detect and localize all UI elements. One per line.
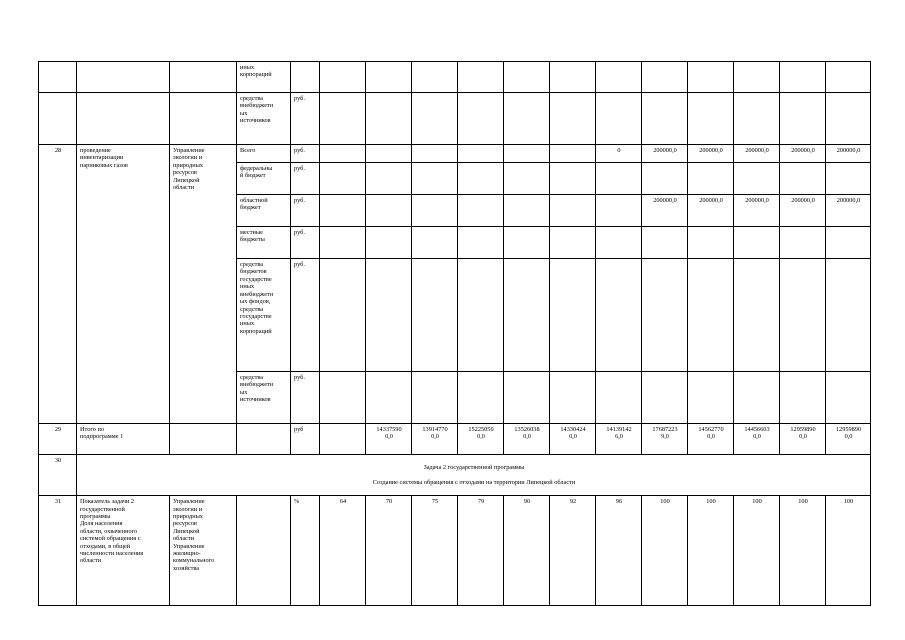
value-cell: 14337590 0,0: [366, 424, 412, 455]
value-cell: 14562770 0,0: [688, 424, 734, 455]
executor-cell: [170, 62, 237, 93]
value-cell: 100: [734, 496, 780, 606]
task-title: Задача 2 государственной программы: [423, 464, 525, 472]
value-cell: 200000,0: [688, 145, 734, 163]
source-cell: средства бюджетов государстве нных внебюджетн ых фондов, средства государстве нных корпораций: [237, 259, 291, 372]
name-cell: [77, 62, 170, 93]
value-cell: 15225050 0,0: [458, 424, 504, 455]
unit-cell: %: [291, 496, 320, 606]
unit-cell: руб.: [291, 372, 320, 424]
value-cell: 12959890 0,0: [780, 424, 826, 455]
unit-cell: руб: [291, 424, 320, 455]
row-number: 28: [39, 145, 77, 424]
source-cell: Всего: [237, 145, 291, 163]
value-cell: 79: [458, 496, 504, 606]
value-cell: 92: [550, 496, 596, 606]
source-cell: местные бюджеты: [237, 227, 291, 259]
value-cell: 14330424 0,0: [550, 424, 596, 455]
unit-cell: руб.: [291, 195, 320, 227]
budget-table: [38, 61, 871, 606]
num-cell: [39, 62, 77, 93]
row-number: 29: [39, 424, 77, 455]
value-cell: 200000,0: [780, 195, 826, 227]
source-cell: иных корпораций: [237, 62, 291, 93]
value-cell: 0: [596, 145, 642, 163]
source-cell: федеральны й бюджет: [237, 163, 291, 195]
value-cell: 12959890 0,0: [826, 424, 871, 455]
value-cell: 100: [780, 496, 826, 606]
value-cell: 200000,0: [642, 195, 688, 227]
source-cell: областной бюджет: [237, 195, 291, 227]
row-number: 30: [39, 455, 77, 496]
activity-name: проведение инвентаризации парниковых газов: [77, 145, 170, 424]
unit-cell: руб.: [291, 259, 320, 372]
value-cell: 200000,0: [826, 195, 871, 227]
unit-cell: руб.: [291, 145, 320, 163]
value-cell: 75: [412, 496, 458, 606]
task-subtitle: Создание системы обращения с отходами на территории Липецкой области: [372, 479, 576, 487]
value-cell: 13526038 0,0: [504, 424, 550, 455]
value-cell: 200000,0: [780, 145, 826, 163]
value-cell: 200000,0: [642, 145, 688, 163]
unit-cell: [291, 62, 320, 93]
table-row: [39, 424, 871, 455]
source-cell: средства внебюджетн ых источников: [237, 372, 291, 424]
value-cell: 64: [320, 496, 366, 606]
value-cell: 200000,0: [826, 145, 871, 163]
executor-name: Управление экологии и природных ресурсов Липецкой области: [170, 145, 237, 424]
row-number: 31: [39, 496, 77, 606]
unit-cell: руб.: [291, 163, 320, 195]
table-row: [39, 62, 871, 93]
value-cell: 100: [826, 496, 871, 606]
value-cell: 70: [366, 496, 412, 606]
table-row: [39, 93, 871, 145]
value-cell: 100: [688, 496, 734, 606]
unit-cell: руб.: [291, 227, 320, 259]
activity-name: Итого по подпрограмме 1: [77, 424, 170, 455]
value-cell: 100: [642, 496, 688, 606]
task-heading: [77, 455, 871, 496]
value-cell: 200000,0: [688, 195, 734, 227]
executor-name: Управление экологии и природных ресурсов Липецкой области Управление жилищно- коммунального хозяйства: [170, 496, 237, 606]
table-row: [39, 145, 871, 163]
unit-cell: руб.: [291, 93, 320, 145]
source-cell: средства внебюджетн ых источников: [237, 93, 291, 145]
value-cell: 14456603 0,0: [734, 424, 780, 455]
value-cell: 90: [504, 496, 550, 606]
value-cell: 200000,0: [734, 145, 780, 163]
value-cell: 17687223 9,0: [642, 424, 688, 455]
table-row: [39, 455, 871, 496]
table-row: [39, 496, 871, 606]
value-cell: 13914770 0,0: [412, 424, 458, 455]
value-cell: 96: [596, 496, 642, 606]
value-cell: 200000,0: [734, 195, 780, 227]
value-cell: 14139142 6,0: [596, 424, 642, 455]
indicator-name: Показатель задачи 2 государственной программы Доля населения области, охваченного системой обращения с отходами, в общей численности населения области: [77, 496, 170, 606]
